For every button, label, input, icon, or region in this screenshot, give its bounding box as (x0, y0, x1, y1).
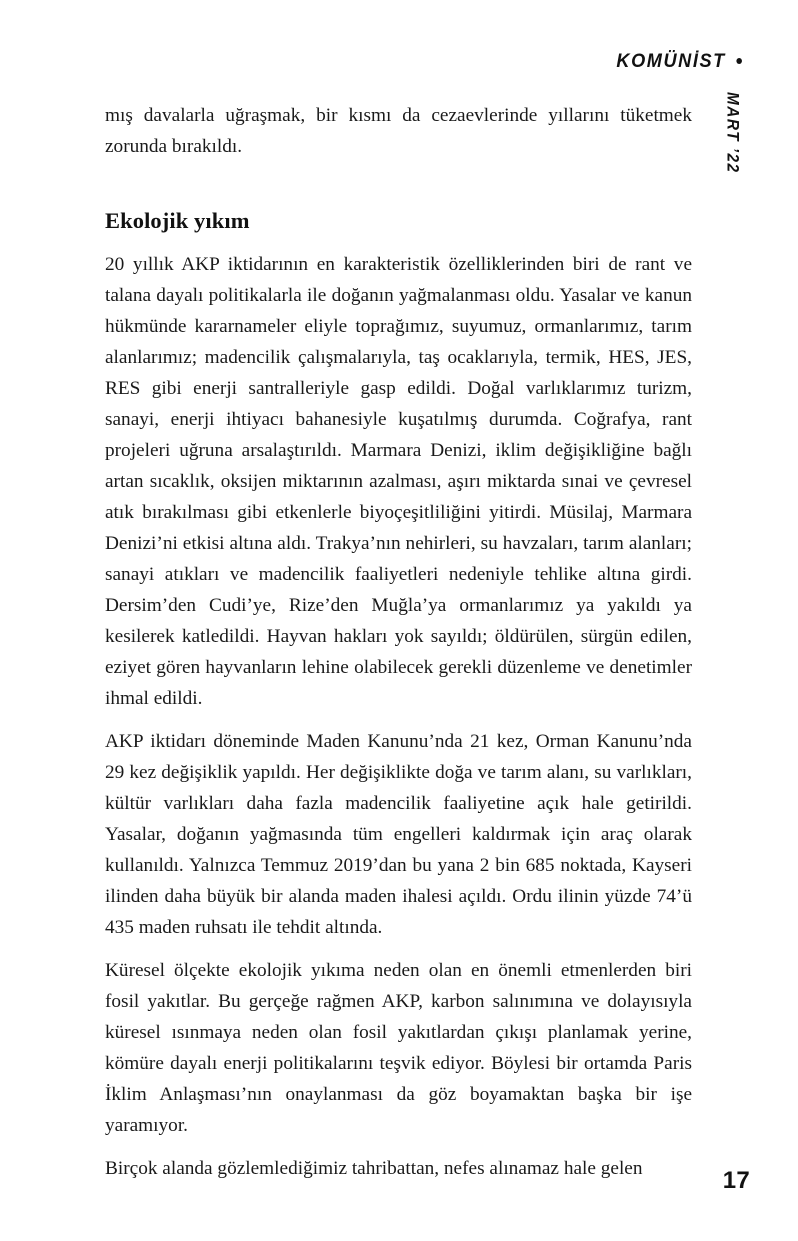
continued-paragraph: mış davalarla uğraşmak, bir kısmı da cezaevlerinde yıllarını tüketmek zorunda bırakıldı. (105, 105, 692, 157)
section-heading: Ekolojik yıkım (105, 208, 250, 233)
bullet-dot-icon (736, 58, 742, 64)
publication-title (617, 52, 742, 72)
body-paragraph-3: Küresel ölçekte ekolojik yıkıma neden olan en önemli etmenlerden biri fosil yakıtlar. Bu gerçeğe rağmen AKP, karbon salınımına ve dolayısıyla küresel ısınmaya neden olan fosil yakıtlardan çıkışı planlamak yerine, kömüre dayalı enerji politikalarını teşvik ediyor. Böylesi bir ortamda Paris İklim Anlaşması’nın onaylanması da göz boyamaktan başka bir işe yaramıyor. (105, 960, 692, 1136)
issue-date-container (724, 92, 750, 188)
text-column (105, 100, 692, 1184)
section-heading-block (105, 174, 692, 249)
body-paragraph-2: AKP iktidarı döneminde Maden Kanunu’nda 21 kez, Orman Kanunu’nda 29 kez değişiklik yapıldı. Her değişiklikte doğa ve tarım alanı, su varlıkları, kültür varlıkları daha fazla madencilik faaliyetine açık hale getirildi. Yasalar, doğanın yağmasında tüm engelleri kaldırmak için araç olarak kullanıldı. Yalnızca Temmuz 2019’dan bu yana 2 bin 685 noktada, Kayseri ilinden daha büyük bir alanda maden ihalesi açıldı. Ordu ilinin yüzde 74’ü 435 maden ruhsatı ile tehdit altında. (105, 731, 692, 938)
running-head (105, 52, 742, 88)
body-paragraph-1: 20 yıllık AKP iktidarının en karakteristik özelliklerinden biri de rant ve talana dayalı politikalarla ile doğanın yağmalanması oldu. Yasalar ve kanun hükmünde kararnameler eliyle toprağımız, suyumuz, ormanlarımız, tarım alanlarımız; madencilik çalışmalarıyla, taş ocaklarıyla, termik, HES, JES, RES gibi enerji santralleriyle gasp edildi. Doğal varlıklarımız turizm, sanayi, enerji ihtiyacı bahanesiyle kuşatılmış durumda. Coğrafya, rant projeleri uğruna arsalaştırıldı. Marmara Denizi, iklim değişikliğine bağlı artan sıcaklık, oksijen miktarının azalması, aşırı miktarda sınai ve çevresel atık bırakılması gibi etkenlerle biyoçeşitliliğini yitirdi. Müsilaj, Marmara Denizi’ni etkisi altına aldı. Trakya’nın nehirleri, su havzaları, tarım alanları; sanayi atıkları ve madencilik faaliyetleri nedeniyle tehlike altına girdi. Dersim’den Cudi’ye, Rize’den Muğla’ya ormanlarımız ya yakıldı ya kesilerek katledildi. Hayvan hakları yok sayıldı; öldürülen, sürgün edilen, eziyet gören hayvanların lehine olabilecek gerekli düzenleme ve denetimler ihmal edildi. (105, 254, 692, 709)
page-number: 17 (722, 1167, 750, 1194)
body-paragraph-4: Birçok alanda gözlemlediğimiz tahribattan, nefes alınamaz hale gelen (105, 1158, 643, 1179)
publication-title-text: KOMÜNİST (616, 50, 727, 72)
issue-date-label: MART ’22 (723, 92, 742, 174)
